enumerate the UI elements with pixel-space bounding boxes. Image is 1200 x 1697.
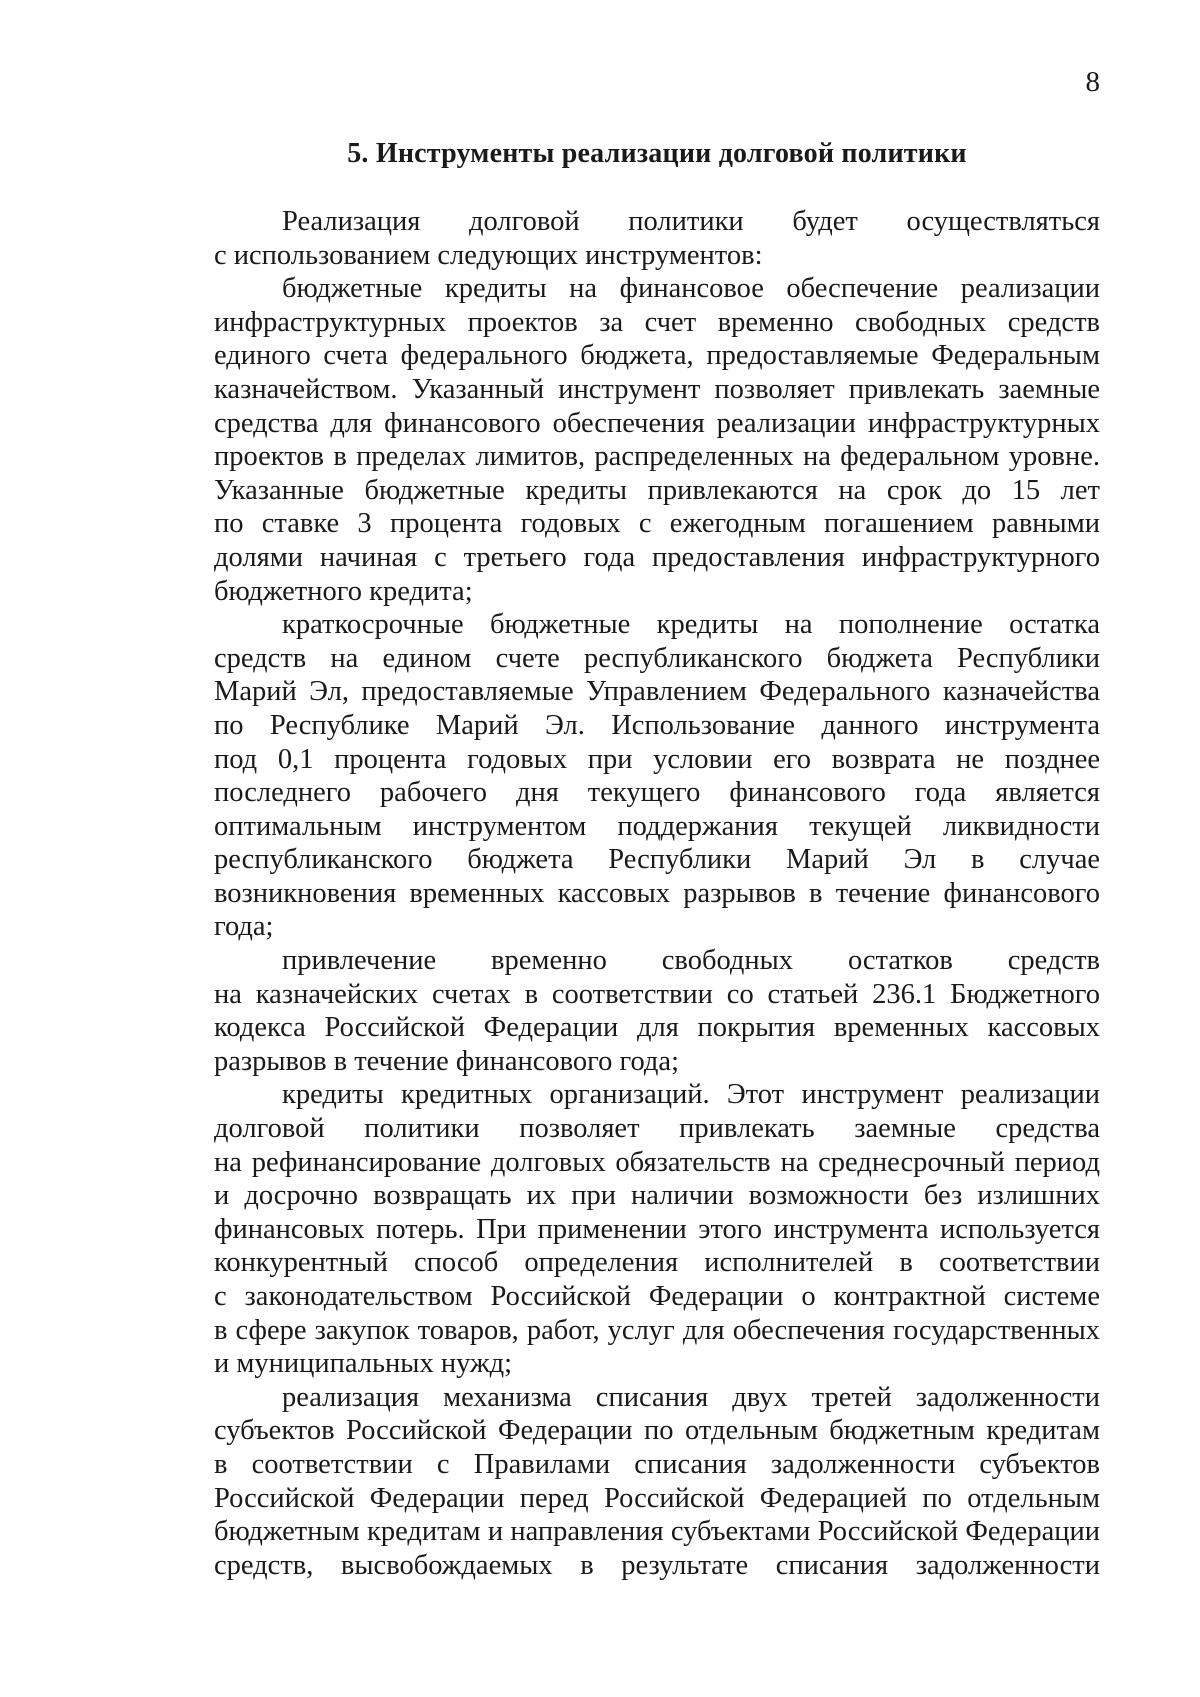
- text-line: кредиты кредитных организаций. Этот инструмент реализации: [282, 1079, 1100, 1111]
- text-line: последнего рабочего дня текущего финансового года является: [214, 777, 1100, 809]
- text-line: под 0,1 процента годовых при условии его возврата не позднее: [214, 743, 1100, 775]
- text-line: долями начиная с третьего года предоставления инфраструктурного: [214, 541, 1100, 573]
- text-line: субъектов Российской Федерации по отдельным бюджетным кредитам: [214, 1415, 1100, 1447]
- text-line: средства для финансового обеспечения реализации инфраструктурных: [214, 407, 1100, 439]
- text-line: бюджетного кредита;: [214, 575, 473, 607]
- text-line: проектов в пределах лимитов, распределенных на федеральном уровне.: [214, 441, 1100, 473]
- text-line: краткосрочные бюджетные кредиты на пополнение остатка: [282, 609, 1100, 641]
- section-heading: 5. Инструменты реализации долговой политики: [347, 138, 967, 169]
- text-line: Указанные бюджетные кредиты привлекаются на срок до 15 лет: [214, 474, 1100, 506]
- text-line: привлечение временно свободных остатков средств: [282, 945, 1100, 977]
- text-line: в сфере закупок товаров, работ, услуг для обеспечения государственных: [214, 1314, 1100, 1346]
- text-line: конкурентный способ определения исполнителей в соответствии: [214, 1247, 1100, 1279]
- text-line: по ставке 3 процента годовых с ежегодным погашением равными: [214, 508, 1100, 540]
- text-line: реализация механизма списания двух третей задолженности: [282, 1381, 1100, 1413]
- text-line: и досрочно возвращать их при наличии возможности без излишних: [214, 1180, 1100, 1212]
- text-line: единого счета федерального бюджета, предоставляемые Федеральным: [214, 340, 1100, 372]
- body-text: [214, 205, 1100, 1582]
- text-line: на рефинансирование долговых обязательств на среднесрочный период: [214, 1146, 1100, 1178]
- paragraph: [214, 944, 1100, 1078]
- paragraph: [214, 272, 1100, 608]
- text-line: в соответствии с Правилами списания задолженности субъектов: [214, 1448, 1100, 1480]
- text-line: инфраструктурных проектов за счет временно свободных средств: [214, 306, 1100, 338]
- text-line: с использованием следующих инструментов:: [214, 239, 763, 271]
- text-line: бюджетные кредиты на финансовое обеспечение реализации: [282, 273, 1100, 305]
- text-line: Реализация долговой политики будет осуществляться: [282, 206, 1100, 237]
- text-line: оптимальным инструментом поддержания текущей ликвидности: [214, 810, 1100, 842]
- text-line: Марий Эл, предоставляемые Управлением Федерального казначейства: [214, 676, 1100, 708]
- text-line: возникновения временных кассовых разрывов в течение финансового: [214, 877, 1100, 909]
- text-line: с законодательством Российской Федерации о контрактной системе: [214, 1281, 1100, 1312]
- paragraph: [214, 608, 1100, 944]
- text-line: и муниципальных нужд;: [214, 1348, 513, 1380]
- text-line: средств, высвобождаемых в результате списания задолженности: [214, 1549, 1100, 1581]
- paragraph: [214, 205, 1100, 272]
- text-line: бюджетным кредитам и направления субъектами Российской Федерации: [214, 1516, 1100, 1548]
- text-line: долговой политики позволяет привлекать заемные средства: [214, 1113, 1100, 1145]
- text-line: средств на едином счете республиканского бюджета Республики: [214, 642, 1100, 674]
- text-line: казначейством. Указанный инструмент позволяет привлекать заемные: [214, 373, 1100, 405]
- text-line: разрывов в течение финансового года;: [214, 1045, 680, 1077]
- text-line: по Республике Марий Эл. Использование данного инструмента: [214, 709, 1100, 741]
- text-line: финансовых потерь. При применении этого инструмента используется: [214, 1213, 1100, 1245]
- paragraph: [214, 1381, 1100, 1583]
- text-line: года;: [214, 911, 274, 943]
- text-line: Российской Федерации перед Российской Федерацией по отдельным: [214, 1482, 1100, 1514]
- page-number: 8: [1085, 66, 1100, 98]
- text-line: кодекса Российской Федерации для покрытия временных кассовых: [214, 1012, 1100, 1044]
- text-line: республиканского бюджета Республики Марий Эл в случае: [214, 844, 1100, 876]
- paragraph: [214, 1078, 1100, 1380]
- text-line: на казначейских счетах в соответствии со статьей 236.1 Бюджетного: [214, 978, 1100, 1010]
